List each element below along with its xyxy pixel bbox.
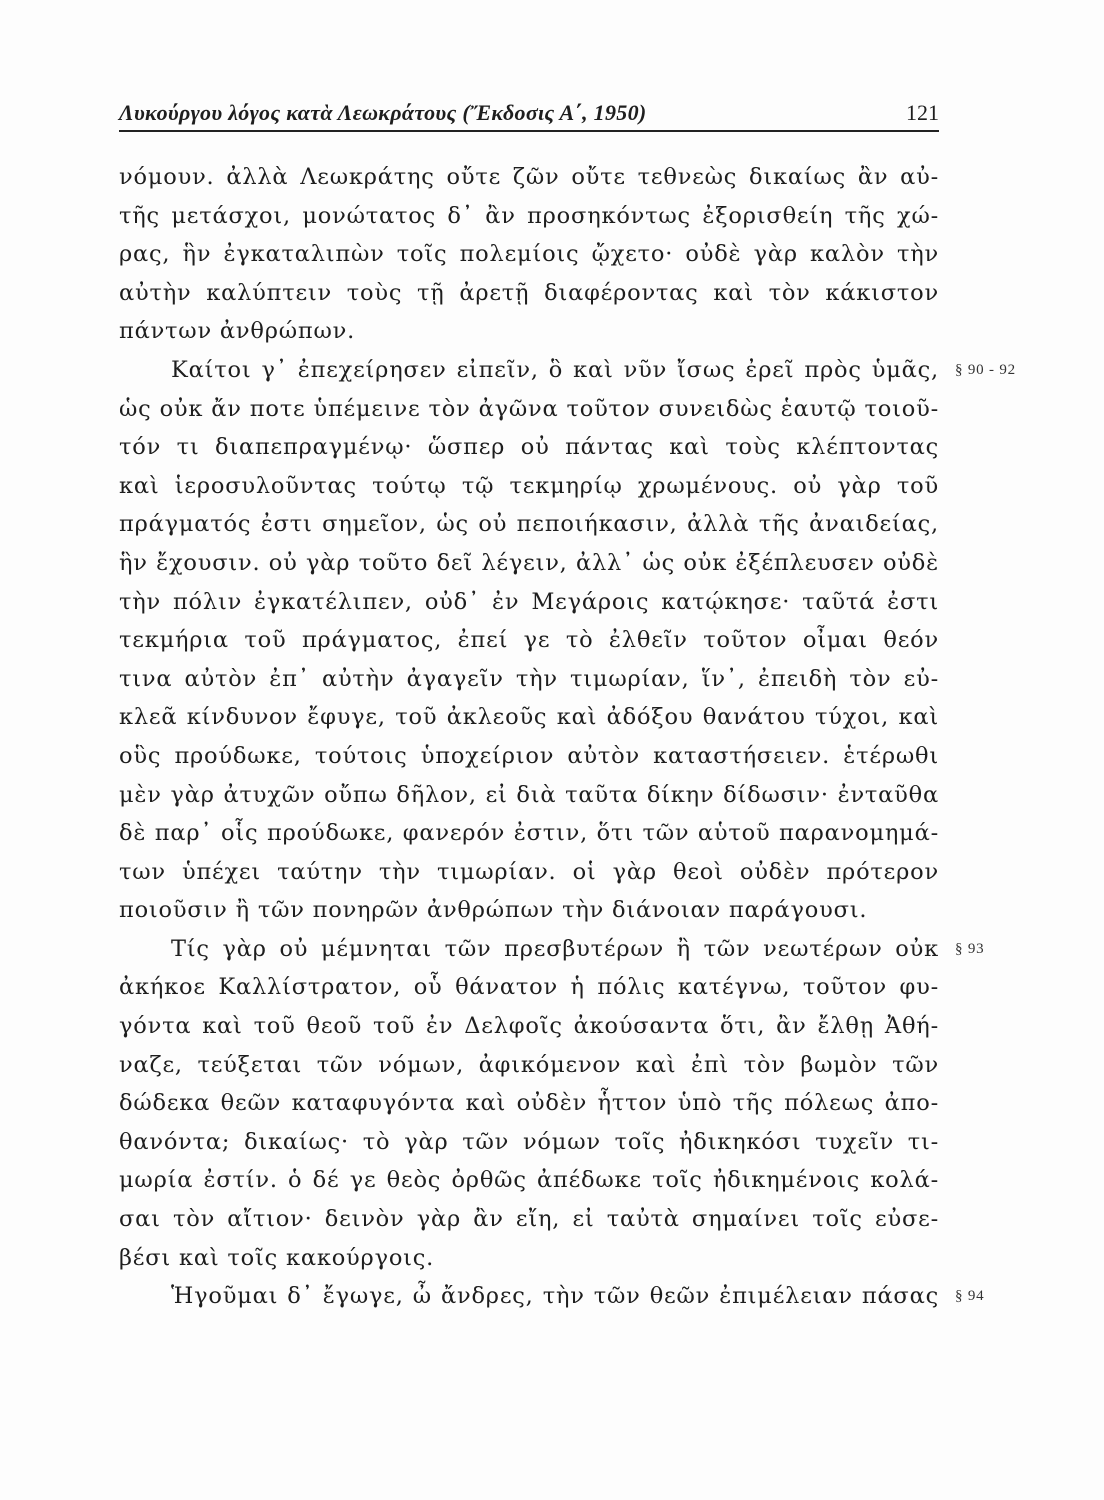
text-line <box>119 1200 939 1239</box>
text-line-content: Τίς γὰρ οὐ μέμνηται τῶν πρεσβυτέρων ἢ τῶν νεωτέρων οὐκ <box>171 935 939 962</box>
text-line <box>119 428 939 467</box>
text-line-content: ὡς οὐκ ἄν ποτε ὑπέμεινε τὸν ἀγῶνα τοῦτον συνειδὼς ἑαυτῷ τοιοῦ- <box>119 395 939 422</box>
text-line <box>119 1277 985 1316</box>
text-line <box>119 1161 939 1200</box>
text-line <box>119 583 939 622</box>
text-line-content: νόμουν. ἀλλὰ Λεωκράτης οὔτε ζῶν οὔτε τεθνεὼς δικαίως ἂν αὐ- <box>119 164 939 190</box>
text-line-content: δώδεκα θεῶν καταφυγόντα καὶ οὐδὲν ἧττον ὑπὸ τῆς πόλεως ἀπο- <box>119 1090 939 1117</box>
text-line <box>119 505 939 544</box>
text-line-content: θανόντα; δικαίως· τὸ γὰρ τῶν νόμων τοῖς ἠδικηκόσι τυχεῖν τι- <box>119 1128 939 1155</box>
text-line-content: Καίτοι γ᾽ ἐπεχείρησεν εἰπεῖν, ὃ καὶ νῦν ἴσως ἐρεῖ πρὸς ὑμᾶς, <box>171 356 939 383</box>
text-line-content: τῆς μετάσχοι, μονώτατος δ᾽ ἂν προσηκόντως ἐξορισθείη τῆς χώ- <box>119 202 939 229</box>
running-title: Λυκούργου λόγος κατὰ Λεωκράτους (Ἔκδοσις Α΄, 1950) <box>119 100 647 125</box>
text-line-content: γόντα καὶ τοῦ θεοῦ τοῦ ἐν Δελφοῖς ἀκούσαντα ὅτι, ἂν ἔλθῃ Ἀθή- <box>119 1013 939 1040</box>
text-line <box>119 737 939 776</box>
text-line-content: ποιοῦσιν ἢ τῶν πονηρῶν ἀνθρώπων τὴν διάνοιαν παράγουσι. <box>119 897 868 924</box>
text-line-content: κλεᾶ κίνδυνον ἔφυγε, τοῦ ἀκλεοῦς καὶ ἀδόξου θανάτου τύχοι, καὶ <box>119 704 939 731</box>
text-line <box>119 660 939 699</box>
text-line-content: των ὑπέχει ταύτην τὴν τιμωρίαν. οἱ γὰρ θεοὶ οὐδὲν πρότερον <box>119 858 939 885</box>
text-line-content: πράγματός ἐστι σημεῖον, ὡς οὐ πεποιήκασιν, ἀλλὰ τῆς ἀναιδείας, <box>119 511 939 538</box>
text-line <box>119 698 939 737</box>
text-line <box>119 1123 939 1162</box>
text-line-content: τινα αὐτὸν ἐπ᾽ αὐτὴν ἀγαγεῖν τὴν τιμωρίαν, ἵν᾽, ἐπειδὴ τὸν εὐ- <box>119 665 939 692</box>
text-line <box>119 891 939 930</box>
text-line-content: πάντων ἀνθρώπων. <box>119 318 356 345</box>
text-line-content: μωρία ἐστίν. ὁ δέ γε θεὸς ὀρθῶς ἀπέδωκε τοῖς ἠδικημένοις κολά- <box>119 1167 939 1194</box>
running-header <box>119 100 939 132</box>
text-line <box>119 814 939 853</box>
text-line-content: μὲν γὰρ ἀτυχῶν οὔπω δῆλον, εἰ διὰ ταῦτα δίκην δίδωσιν· ἐνταῦθα <box>119 781 939 808</box>
text-line-content: Ἡγοῦμαι δ᾽ ἔγωγε, ὦ ἄνδρες, τὴν τῶν θεῶν ἐπιμέλειαν πάσας <box>171 1283 939 1310</box>
text-line <box>119 312 939 351</box>
text-line <box>119 621 939 660</box>
body-text <box>119 158 1016 1316</box>
text-line-content: ἀκήκοε Καλλίστρατον, οὗ θάνατον ἡ πόλις κατέγνω, τοῦτον φυ- <box>119 974 939 1001</box>
section-marginal-note: § 94 <box>955 1288 985 1305</box>
text-line <box>119 1007 939 1046</box>
text-line-content: βέσι καὶ τοῖς κακούργοις. <box>119 1244 435 1271</box>
text-line <box>119 544 939 583</box>
text-line <box>119 274 939 313</box>
text-line <box>119 853 939 892</box>
text-line <box>119 351 1016 390</box>
text-line-content: δὲ παρ᾽ οἷς προύδωκε, φανερόν ἐστιν, ὅτι τῶν αὑτοῦ παρανομημά- <box>119 820 939 847</box>
text-line <box>119 776 939 815</box>
text-line-content: σαι τὸν αἴτιον· δεινὸν γὰρ ἂν εἴη, εἰ ταὐτὰ σημαίνει τοῖς εὐσε- <box>119 1206 939 1233</box>
text-line <box>119 1239 939 1278</box>
text-line <box>119 1046 939 1085</box>
text-line-content: οὓς προύδωκε, τούτοις ὑποχείριον αὐτὸν καταστήσειεν. ἑτέρωθι <box>119 742 939 769</box>
text-line-content: ναζε, τεύξεται τῶν νόμων, ἀφικόμενον καὶ ἐπὶ τὸν βωμὸν τῶν <box>119 1051 939 1078</box>
text-line <box>119 390 939 429</box>
text-line <box>119 467 939 506</box>
section-marginal-note: § 93 <box>955 940 985 957</box>
text-line <box>119 1084 939 1123</box>
text-line-content: αὐτὴν καλύπτειν τοὺς τῇ ἀρετῇ διαφέροντας καὶ τὸν κάκιστον <box>119 279 939 306</box>
section-marginal-note: § 90 - 92 <box>955 361 1016 378</box>
text-line-content: τεκμήρια τοῦ πράγματος, ἐπεί γε τὸ ἐλθεῖν τοῦτον οἶμαι θεόν <box>119 627 939 654</box>
page-number: 121 <box>906 100 939 125</box>
text-line-content: τόν τι διαπεπραγμένῳ· ὥσπερ οὐ πάντας καὶ τοὺς κλέπτοντας <box>119 434 939 461</box>
text-line <box>119 968 939 1007</box>
text-line-content: ρας, ἣν ἐγκαταλιπὼν τοῖς πολεμίοις ᾤχετο· οὐδὲ γὰρ καλὸν τὴν <box>119 241 939 268</box>
text-line <box>119 197 939 236</box>
text-line-content: ἣν ἔχουσιν. οὐ γὰρ τοῦτο δεῖ λέγειν, ἀλλ᾽ ὡς οὐκ ἐξέπλευσεν οὐδὲ <box>119 549 939 576</box>
text-line <box>119 235 939 274</box>
text-line-content: καὶ ἱεροσυλοῦντας τούτῳ τῷ τεκμηρίῳ χρωμένους. οὐ γὰρ τοῦ <box>119 472 939 499</box>
text-line <box>119 158 939 197</box>
text-line <box>119 930 985 969</box>
text-line-content: τὴν πόλιν ἐγκατέλιπεν, οὐδ᾽ ἐν Μεγάροις κατῴκησε· ταῦτά ἐστι <box>119 588 939 615</box>
